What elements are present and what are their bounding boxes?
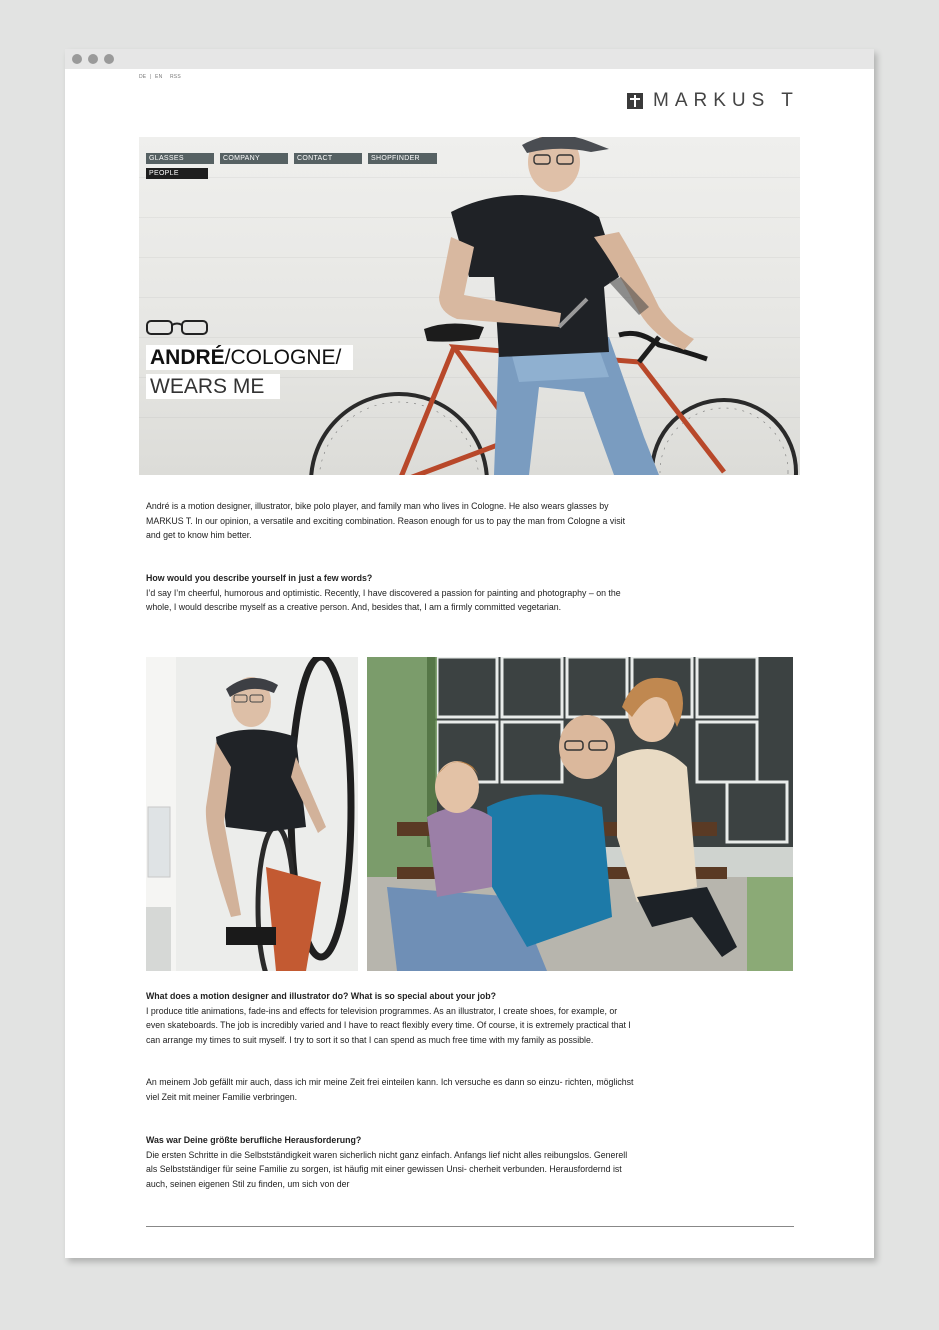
nav-people[interactable]: PEOPLE [146,168,208,179]
intro-paragraph: André is a motion designer, illustrator, bike polo player, and family man who lives in Cologne. He also wears glasses by MARKUS T. In our opinion, a versatile and exciting combination. Reason enough for us to pay the man from Cologne a visit and get to know him better. [146,501,626,540]
lang-separator: | [149,74,152,80]
answer-2: I produce title animations, fade-ins and effects for television programmes. As an illustrator, I create shoes, for example, or even skateboards. The job is incredibly varied and I have to react flexibly every time. Of course, it is extremely practical that I can arrange my times to suit myself. I try to sort it so that I can spend as much free time with my family as possible. [146,1005,631,1045]
hero-photo-cyclist [139,137,800,475]
answer-1: I’d say I’m cheerful, humorous and optimistic. Recently, I have discovered a passion for painting and photography – on the whole, I would describe myself as a creative person. And, besides that, I am a firmly committed vegetarian. [146,587,621,612]
question-2-block [146,989,634,1047]
nav-contact[interactable]: CONTACT [294,153,362,164]
question-3: Was war Deine größte berufliche Herausforderung? [146,1135,362,1145]
answer-3: Die ersten Schritte in die Selbstständigkeit waren sicherlich nicht ganz einfach. Anfangs lief nicht alles reibungslos. Generell als Selbstständiger für seine Familie zu sorgen, ist häufig mit einer gewissen Unsi- cherheit verbunden. Herausfordernd ist auch, seinen eigenen Stil zu finden, um sich von der [146,1149,628,1189]
markus-t-logo-icon [627,93,643,109]
question-3-block [146,1133,634,1191]
nav-glasses[interactable]: GLASSES [146,153,214,164]
nav-shopfinder[interactable]: SHOPFINDER [368,153,437,164]
language-bar [139,74,183,80]
photo-family-bench [367,657,793,971]
nav-company[interactable]: COMPANY [220,153,288,164]
photo-bike-repair [146,657,358,971]
footer-divider [146,1226,794,1227]
hero-banner [139,137,800,475]
hero-title-name: ANDRÉ [150,346,225,369]
maximize-window-icon[interactable] [104,54,114,64]
hero-title [146,345,353,370]
rss-link[interactable]: RSS [170,74,181,80]
close-window-icon[interactable] [72,54,82,64]
hero-title-city: /COLOGNE/ [224,346,342,369]
question-1-block [146,571,634,615]
window-titlebar [65,49,874,69]
question-2: What does a motion designer and illustrator do? What is so special about your job? [146,991,496,1001]
question-1: How would you describe yourself in just a few words? [146,573,373,583]
glasses-icon [146,319,208,337]
hero-subtitle: WEARS ME [146,374,280,399]
brand-name: MARKUS T [653,90,799,111]
lang-de-link[interactable]: DE [139,74,147,80]
lang-en-link[interactable]: EN [155,74,163,80]
browser-window [65,49,874,1258]
answer-2-german: An meinem Job gefällt mir auch, dass ich mir meine Zeit frei einteilen kann. Ich versuche es dann so einzu- richten, möglichst viel Zeit mit meiner Familie verbringen. [146,1077,634,1102]
minimize-window-icon[interactable] [88,54,98,64]
brand-logo[interactable] [627,90,799,112]
